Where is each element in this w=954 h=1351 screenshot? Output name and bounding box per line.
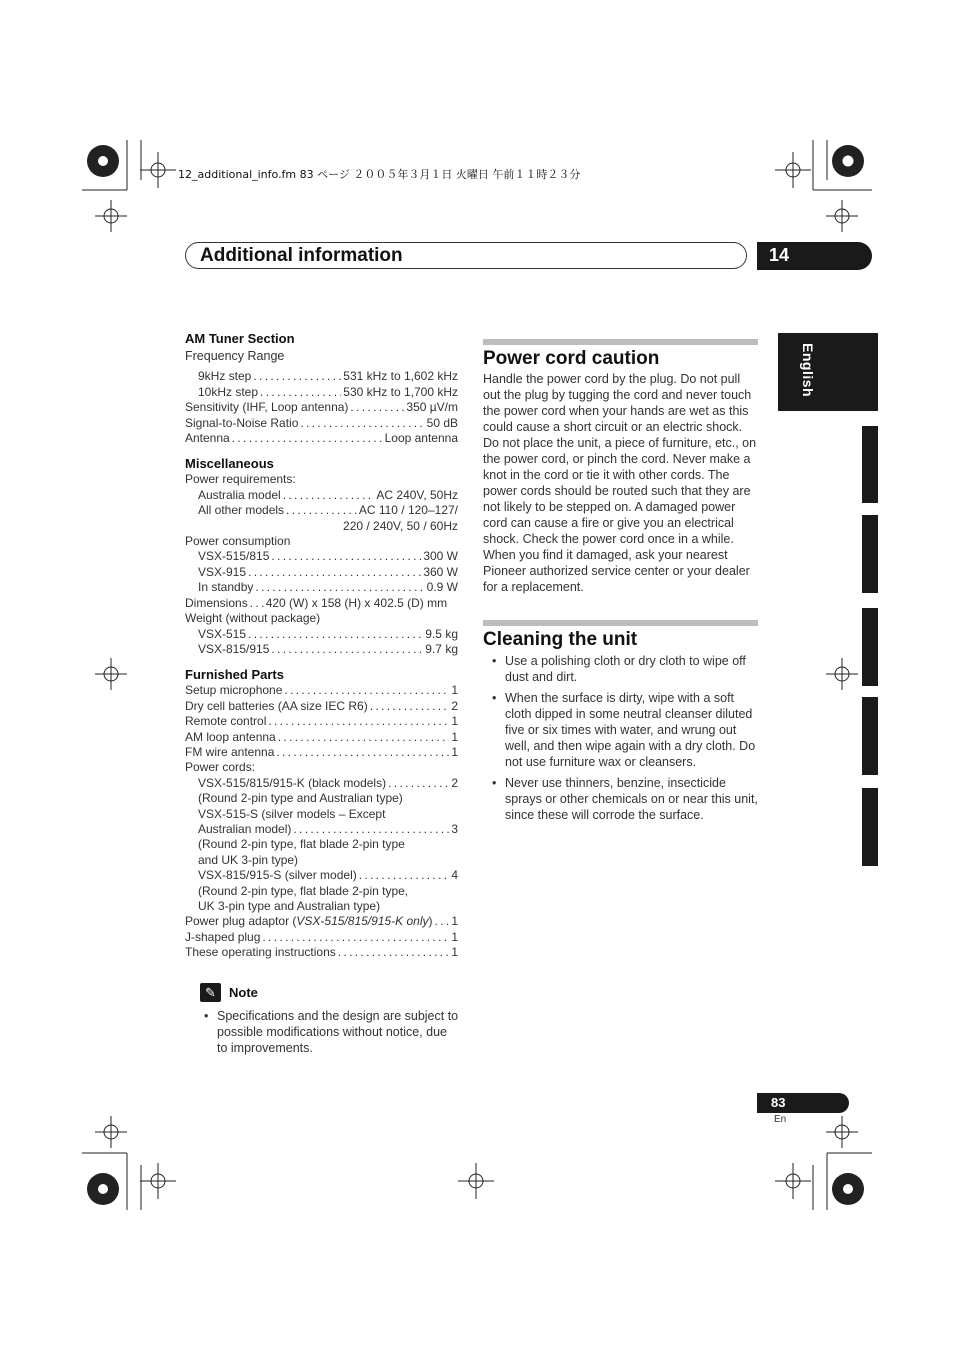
spec-row — [185, 580, 458, 595]
list-item: • Use a polishing cloth or dry cloth to wipe off dust and dirt. — [483, 653, 758, 685]
side-tab — [862, 788, 878, 866]
page-language: En — [774, 1114, 787, 1125]
list-item: • When the surface is dirty, wipe with a soft cloth dipped in some neutral cleanser diluted five or six times with water, and wrung out well, and then wipe again with a dry cloth. Do not use furniture wax or cleansers. — [483, 690, 758, 770]
page-title: Additional information — [200, 245, 403, 266]
am-tuner-list — [185, 369, 458, 446]
spec-row — [185, 549, 458, 564]
spec-row — [185, 699, 458, 714]
spec-label: VSX-515/815 — [198, 549, 270, 564]
spec-row: J-shaped plug . . . 1 — [185, 930, 458, 945]
spec-row: Power plug adaptor (VSX-515/815/915-K only) . . . 1 — [185, 914, 458, 929]
spec-row: Australian model) . . . 3 — [185, 822, 458, 837]
spec-value: 350 µV/m — [406, 400, 458, 415]
spec-row — [185, 730, 458, 745]
spec-row: VSX-815/915-S (silver model) . . . 4 — [185, 868, 458, 883]
list-item: • Specifications and the design are subject to possible modifications without notice, due to improvements. — [195, 1008, 460, 1056]
note-list — [195, 1008, 460, 1061]
spec-note: (Round 2-pin type, flat blade 2-pin type, — [198, 883, 409, 898]
spec-row: VSX-515/815/915-K (black models) . . . 2 — [185, 776, 458, 791]
power-req-label: Power requirements: — [185, 472, 296, 487]
power-consumption-label: Power consumption — [185, 534, 291, 549]
spec-note: UK 3-pin type and Australian type) — [198, 899, 381, 913]
section-rule — [483, 620, 758, 626]
spec-value: 1 — [451, 744, 458, 759]
spec-row: Dimensions . . . 420 (W) x 158 (H) x 402.5 (D) mm — [185, 596, 458, 611]
spec-value: 2 — [451, 698, 458, 713]
language-tab — [778, 333, 878, 411]
list-item: • Never use thinners, benzine, insecticide sprays or other chemicals on or near this unit, since these will corrode the surface. — [483, 775, 758, 823]
spec-value: 1 — [451, 683, 458, 698]
spec-label: FM wire antenna — [185, 744, 275, 759]
note-label: Note — [229, 985, 258, 1000]
spec-value: 50 dB — [426, 415, 458, 430]
cleaning-heading: Cleaning the unit — [483, 629, 638, 650]
spec-row — [185, 745, 458, 760]
spec-value: 9.5 kg — [425, 626, 458, 641]
spec-note: (Round 2-pin type, flat blade 2-pin type — [198, 837, 405, 852]
am-tuner-heading: AM Tuner Section — [185, 331, 295, 346]
spec-row-continued: 220 / 240V, 50 / 60Hz — [343, 518, 458, 533]
side-tab — [862, 426, 878, 503]
spec-row — [185, 683, 458, 698]
spec-row — [185, 400, 458, 415]
power-cord-body: Handle the power cord by the plug. Do not pull out the plug by tugging the cord and never touch the power cord when your hands are wet as this could cause a short circuit or an electric shock. Do not place the unit, a piece of furniture, etc., on the power cord, or pinch the cord. Never make a knot in the cord or tie it with other cords. The power cords should be routed such that they are not likely to be stepped on. A damaged power cord can cause a fire or give you an electrical shock. Check the power cord once in a while. When you find it damaged, ask your nearest Pioneer authorized service center or your dealer for a replacement. — [483, 372, 757, 594]
spec-label: Sensitivity (IHF, Loop antenna) — [185, 400, 349, 415]
spec-label: In standby — [198, 580, 254, 595]
section-rule — [483, 339, 758, 345]
cleaning-list — [483, 653, 758, 828]
spec-value: 9.7 kg — [425, 641, 458, 656]
spec-label: VSX-915 — [198, 564, 247, 579]
furnished-heading: Furnished Parts — [185, 667, 284, 683]
spec-label: Signal-to-Noise Ratio — [185, 415, 299, 430]
spec-value: 360 W — [423, 564, 458, 579]
spec-value: 530 kHz to 1,700 kHz — [343, 384, 458, 399]
pencil-icon: ✎ — [200, 983, 221, 1002]
power-consumption-list — [185, 549, 458, 595]
spec-row — [185, 431, 458, 446]
spec-note: (Round 2-pin type and Australian type) — [198, 791, 403, 806]
spec-label: VSX-515 — [198, 626, 247, 641]
spec-label: Remote control — [185, 714, 267, 729]
side-tab — [862, 608, 878, 686]
spec-row — [185, 416, 458, 431]
side-tab — [862, 515, 878, 593]
spec-value: 531 kHz to 1,602 kHz — [343, 369, 458, 384]
spec-row — [185, 565, 458, 580]
weight-list — [185, 627, 458, 658]
spec-value: 1 — [451, 729, 458, 744]
spec-row — [185, 627, 458, 642]
spec-value: 300 W — [423, 549, 458, 564]
spec-row — [185, 369, 458, 384]
spec-note: and UK 3-pin type) — [198, 852, 299, 867]
spec-value: Loop antenna — [384, 431, 458, 446]
furnished-list — [185, 683, 458, 760]
spec-value: 1 — [451, 714, 458, 729]
spec-note: VSX-515-S (silver models – Except — [198, 806, 386, 821]
spec-row — [185, 385, 458, 400]
chapter-number: 14 — [757, 242, 872, 270]
page-number: 83 — [757, 1093, 849, 1113]
spec-label: 9kHz step — [198, 369, 252, 384]
side-tab — [862, 697, 878, 775]
weight-label: Weight (without package) — [185, 611, 321, 626]
print-header: 12_additional_info.fm 83 ページ ２００５年３月１日 火曜日 午前１１時２３分 — [178, 168, 581, 181]
spec-row: All other models . . . AC 110 / 120–127/ — [185, 503, 458, 518]
language-label: English — [800, 343, 816, 398]
spec-label: 10kHz step — [198, 384, 259, 399]
spec-row — [185, 642, 458, 657]
frequency-range-label: Frequency Range — [185, 349, 285, 363]
misc-heading: Miscellaneous — [185, 456, 274, 472]
spec-row: These operating instructions . . . 1 — [185, 945, 458, 960]
spec-label: AM loop antenna — [185, 729, 276, 744]
spec-label: VSX-815/915 — [198, 641, 270, 656]
spec-label: Dry cell batteries (AA size IEC R6) — [185, 698, 368, 713]
specifications-column — [185, 330, 458, 961]
spec-label: Antenna — [185, 431, 230, 446]
spec-row: Australia model . . . AC 240V, 50Hz — [185, 488, 458, 503]
spec-row — [185, 714, 458, 729]
power-cord-heading: Power cord caution — [483, 348, 660, 369]
spec-value: 0.9 W — [426, 580, 458, 595]
power-cords-label: Power cords: — [185, 760, 256, 775]
spec-label: Setup microphone — [185, 683, 283, 698]
